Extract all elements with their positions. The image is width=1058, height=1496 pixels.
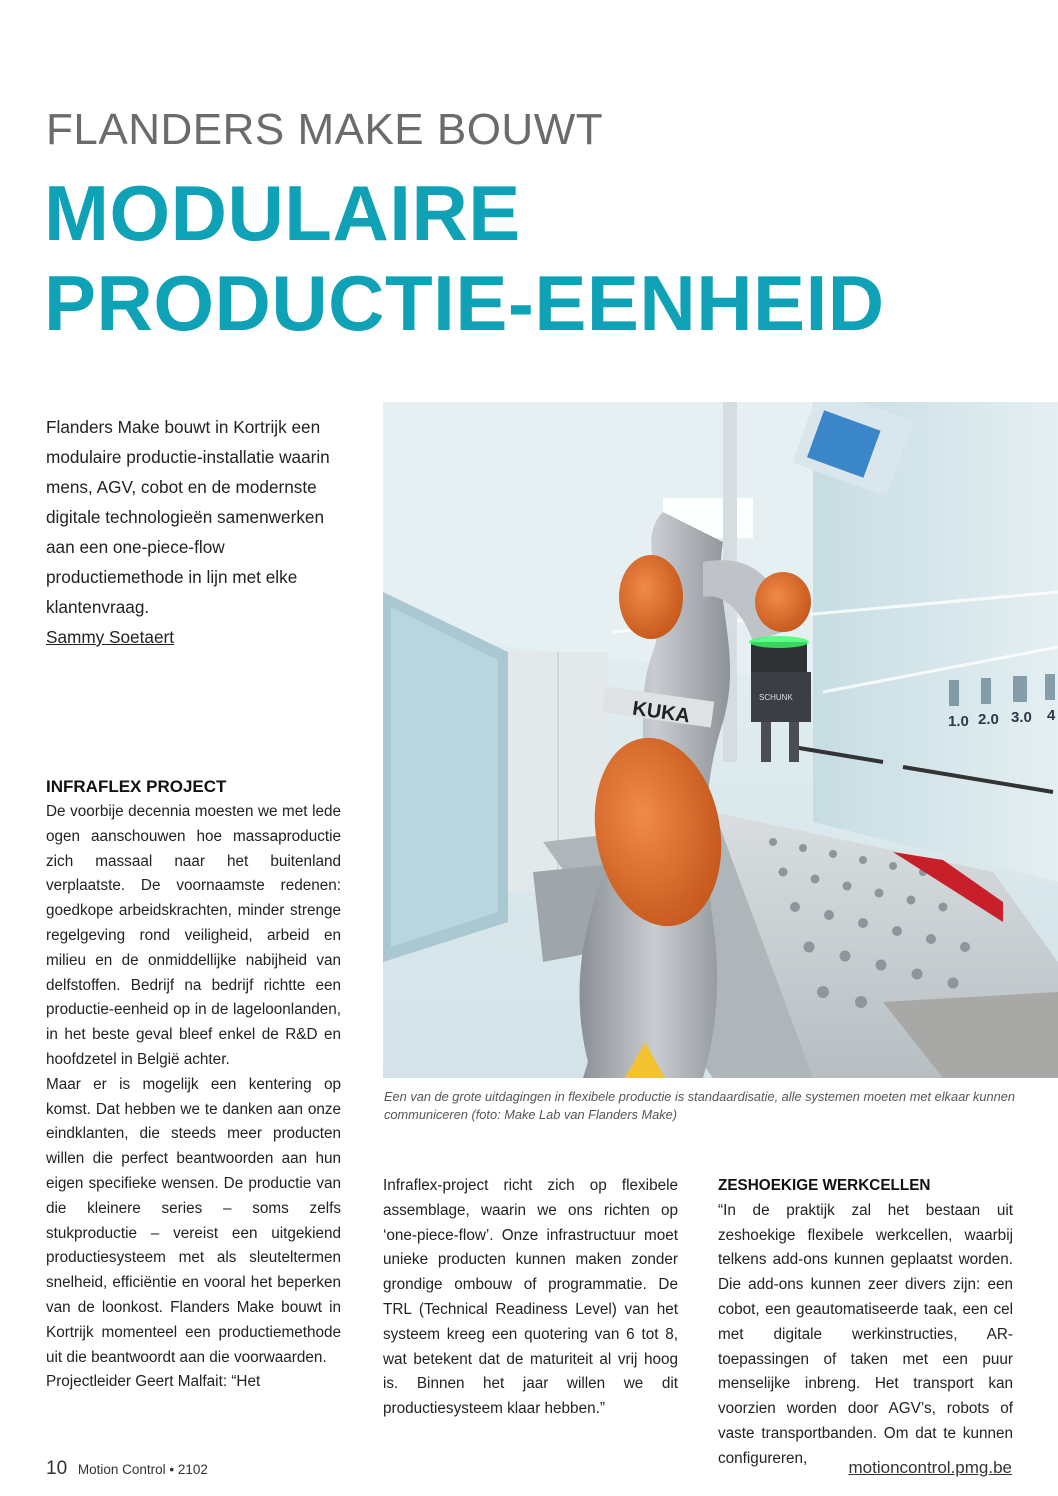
intro	[46, 412, 346, 652]
headline-line-1: MODULAIRE	[44, 169, 521, 257]
wall-label-3: 3.0	[1011, 709, 1032, 726]
section-heading-infraflex: INFRAFLEX PROJECT	[46, 777, 227, 796]
article-column-2	[383, 1174, 678, 1422]
paragraph: “In de praktijk zal het bestaan uit zeshoekige flexibele werkcellen, waarbij telkens add-ons kunnen geplaatst worden. Die add-ons kunnen zeer divers zijn: een cobot, een geautomatiseerde taak, een cel met digitale werkinstructies, AR-toepassingen of taken met een puur menselijke inbreng. Het transport kan voorzien worden door AGV’s, robots of vaste transportbanden. Om dat te kunnen configureren,	[718, 1201, 1013, 1467]
intro-text: Flanders Make bouwt in Kortrijk een modulaire productie-installatie waarin mens, AGV, cobot en de modernste digitale technologieën samenwerken aan een one-piece-flow productiemethode in lijn met elke klantenvraag.	[46, 417, 330, 617]
page-number: 10	[46, 1458, 68, 1479]
footer-url-link[interactable]: motioncontrol.pmg.be	[848, 1458, 1012, 1477]
paragraph: Maar er is mogelijk een kentering op komst. Dat hebben we te danken aan onze eindklanten, die steeds meer producten willen die perfect beantwoorden aan hun eigen specifieke wensen. De productie van die kleinere series – soms zelfs stukproductie – vereist een uitgekiend productiesysteem met als sleuteltermen snelheid, efficiëntie en vooral het beperken van de loonkost. Flanders Make bouwt in Kortrijk momenteel een productiemethode uit die beantwoordt aan die voorwaarden.	[46, 1075, 341, 1366]
paragraph: De voorbije decennia moesten we met lede ogen aanschouwen hoe massaproductie zich massaal naar het buitenland verplaatste. De voornaamste redenen: goedkope arbeidskrachten, minder strenge regelgeving rond veiligheid, arbeid en milieu en de onmiddellijke nabijheid van delfstoffen. Bedrijf na bedrijf richtte een productie-eenheid op in de lageloonlanden, in het beste geval bleef enkel de R&D en hoofdzetel in België achter.	[46, 803, 341, 1068]
paragraph: Projectleider Geert Malfait: “Het	[46, 1373, 261, 1391]
headline-line-2: PRODUCTIE-EENHEID	[44, 259, 885, 347]
headline	[44, 168, 885, 348]
author-link[interactable]: Sammy Soetaert	[46, 627, 174, 647]
wall-label-2: 2.0	[978, 711, 999, 728]
article-column-1	[46, 774, 341, 1395]
article-column-3	[718, 1174, 1013, 1472]
paragraph: Infraflex-project richt zich op flexibele assemblage, waarin we ons richten op ‘one-piece-flow’. Onze infrastructuur moet unieke producten kunnen maken zonder grondige ombouw of programmatie. De TRL (Technical Readiness Level) van het systeem kreeg een quotering van 6 tot 8, wat betekent dat de maturiteit al vrij hoog is. Binnen het jaar willen we dit productiesysteem klaar hebben.”	[383, 1177, 678, 1418]
footer-left	[46, 1458, 208, 1480]
robot-brand-label: KUKA	[631, 697, 692, 728]
wall-label-4: 4	[1047, 707, 1056, 724]
photo-caption: Een van de grote uitdagingen in flexibele productie is standaardisatie, alle systemen moeten met elkaar kunnen communiceren (foto: Make Lab van Flanders Make)	[384, 1089, 1015, 1122]
section-heading-werkcellen: ZESHOEKIGE WERKCELLEN	[718, 1177, 931, 1194]
gripper-brand-label: SCHUNK	[759, 693, 793, 702]
kicker: FLANDERS MAKE BOUWT	[46, 105, 604, 154]
robot-photo	[383, 402, 1058, 1078]
magazine-issue: Motion Control • 2102	[77, 1462, 208, 1477]
wall-label-1: 1.0	[948, 713, 969, 730]
